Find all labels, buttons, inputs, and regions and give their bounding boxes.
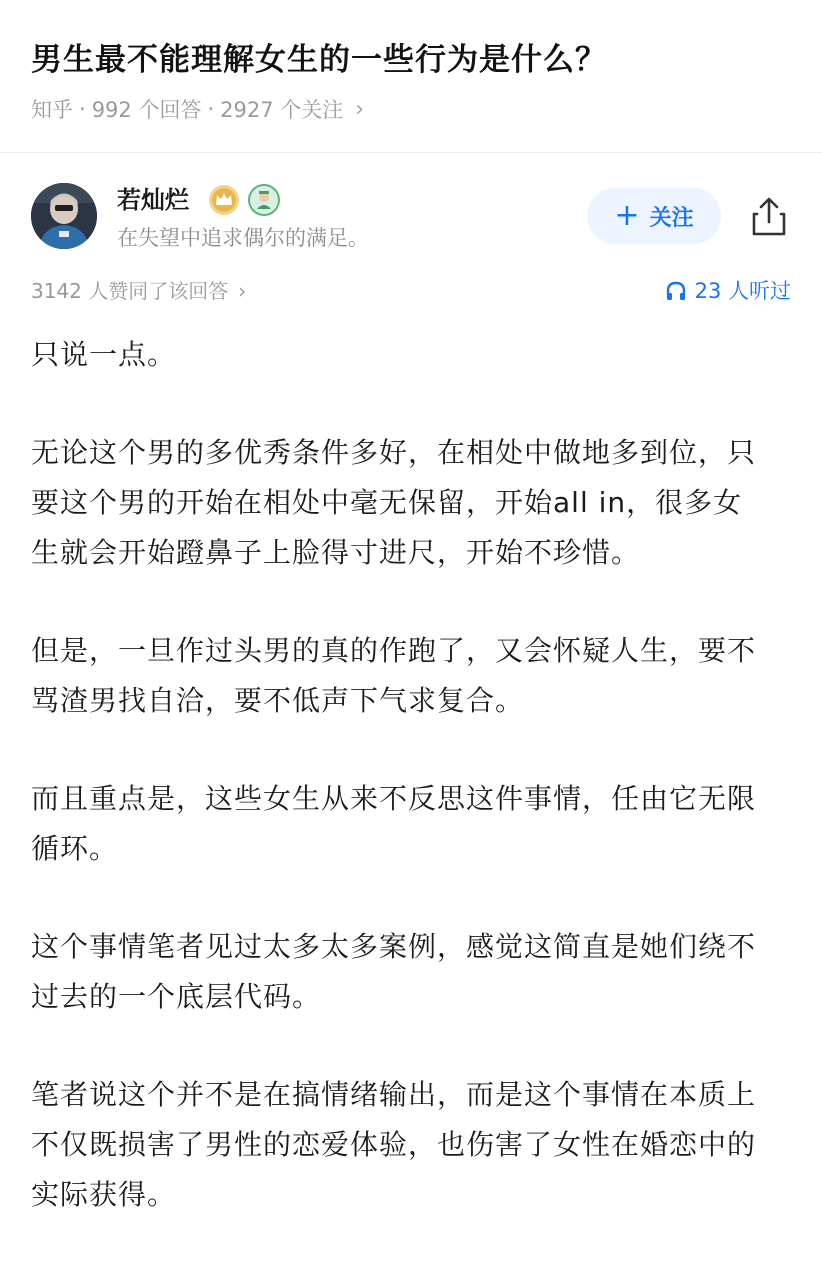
listen-label: 23 人听过 [694, 279, 791, 303]
follow-button[interactable] [587, 188, 721, 244]
question-title[interactable]: 男生最不能理解女生的一些行为是什么？ [31, 42, 607, 78]
answer-paragraph: 但是，一旦作过头男的真的作跑了，又会怀疑人生，要不骂渣男找自洽，要不低声下气求复合。 [31, 634, 757, 717]
divider [0, 152, 822, 153]
chevron-right-icon: › [238, 279, 247, 303]
separator: · [207, 97, 215, 121]
share-icon[interactable] [748, 196, 790, 238]
chevron-right-icon: › [355, 96, 365, 122]
answer-paragraph: 这个事情笔者见过太多太多案例，感觉这简直是她们绕不过去的一个底层代码。 [31, 930, 757, 1013]
upvote-label: 3142 人赞同了该回答 [31, 279, 229, 303]
upvote-count[interactable] [31, 276, 246, 306]
plus-icon: + [614, 198, 640, 233]
author-name[interactable]: 若灿烂 [117, 186, 189, 214]
listen-count[interactable] [665, 276, 791, 306]
avatar-image [31, 183, 97, 249]
headphones-icon [665, 280, 687, 302]
avatar[interactable] [31, 183, 97, 249]
answer-paragraph: 无论这个男的多优秀条件多好，在相处中做地多到位，只要这个男的开始在相处中毫无保留，开始all in，很多女生就会开始蹬鼻子上脸得寸进尺，开始不珍惜。 [31, 436, 757, 569]
answer-content [31, 330, 771, 1268]
source-label: 知乎 [31, 98, 73, 122]
answer-paragraph: 只说一点。 [31, 338, 177, 371]
follower-count: 2927 个关注 [220, 98, 344, 122]
answer-paragraph: 笔者说这个并不是在搞情绪输出，而是这个事情在本质上不仅既损害了男性的恋爱体验，也伤害了女性在婚恋中的实际获得。 [31, 1078, 757, 1211]
answer-count: 992 个回答 [91, 98, 202, 122]
answer-paragraph: 而且重点是，这些女生从来不反思这件事情，任由它无限循环。 [31, 782, 757, 865]
question-meta[interactable] [31, 94, 364, 124]
follow-label: 关注 [649, 205, 694, 231]
separator: · [79, 97, 86, 121]
crown-badge-icon[interactable] [208, 184, 240, 216]
green-avatar-badge-icon[interactable] [248, 184, 280, 216]
author-bio: 在失望中追求偶尔的满足。 [117, 226, 369, 250]
